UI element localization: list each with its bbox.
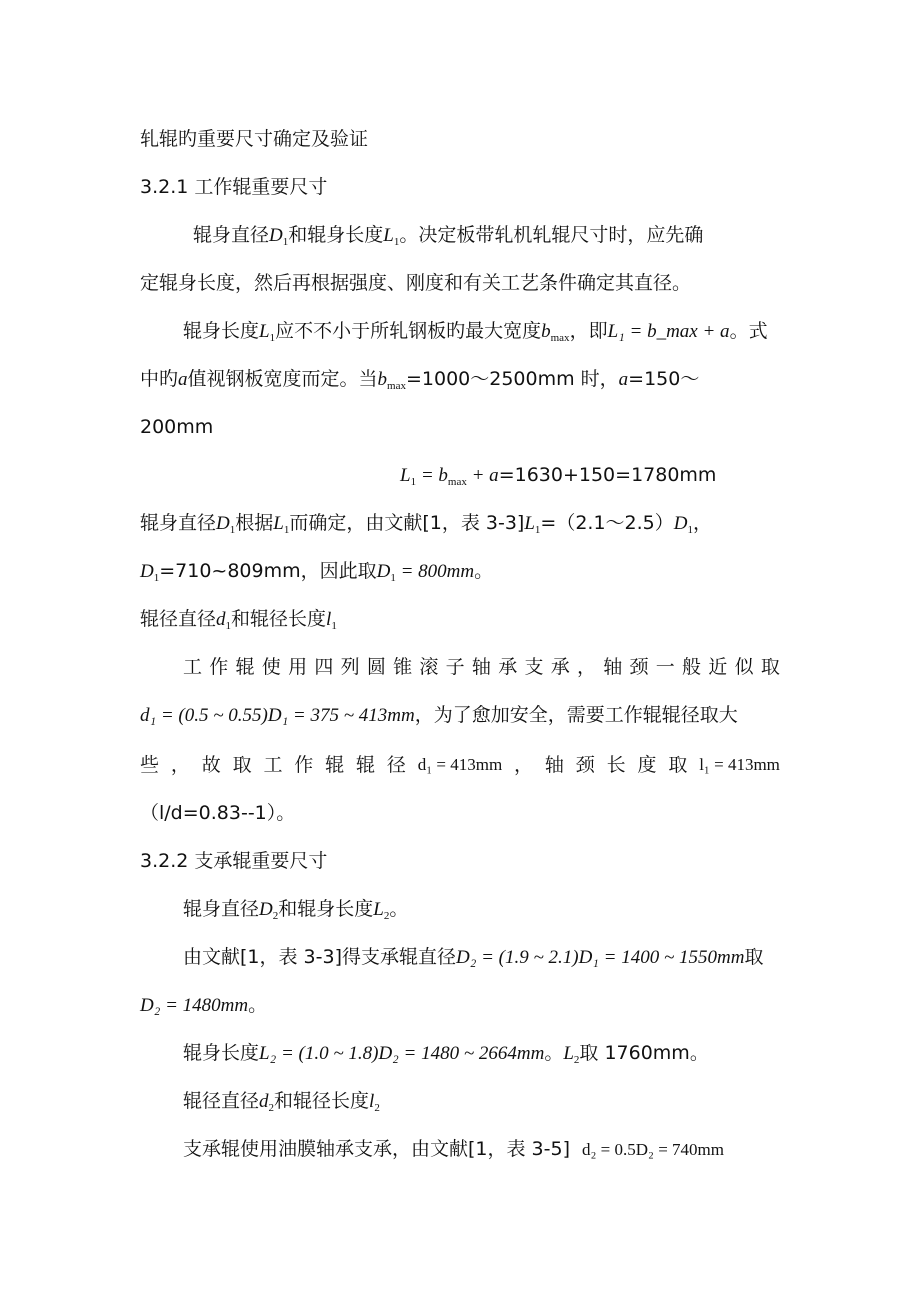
paragraph-bearing-cont: d₁ = (0.5 ~ 0.55)D₁ = 375 ~ 413mm，为了愈加安全，需要工作辊辊径取大 (140, 704, 738, 726)
formula-d2-range: D₂ = (1.9 ~ 2.1)D₁ = 1400 ~ 1550mm (456, 947, 745, 968)
paragraph-roll-diameter: 辊身直径$D_1$根据$L_1$而确定，由文献[1，表 $3-3]L_1=(2.1\sim 2.5)D_1$， (140, 512, 713, 536)
paragraph-backup-length: 辊身长度L₂ = (1.0 ~ 1.8)D₂ = 1480 ~ 2664mm。$L_2$取 1760mm。 (183, 1042, 709, 1066)
formula-l2: L₂ = (1.0 ~ 1.8)D₂ = 1480 ~ 2664mm (259, 1043, 545, 1064)
heading-3-2-2: 3.2.2 支承辊重要尺寸 (140, 850, 328, 872)
heading-3-2-1: 3.2.1 工作辊重要尺寸 (140, 176, 328, 198)
subheading-backup-neck: 辊径直径$d_2$和辊径长度$l_2$ (183, 1090, 380, 1114)
paragraph-roll-body-cont: 定辊身长度，然后再根据强度、刚度和有关工艺条件确定其直径。 (140, 272, 692, 294)
formula-d2: d₂ = 0.5D₂ = 740mm (582, 1140, 725, 1159)
paragraph-backup-diameter-cont: D₂ = 1480mm。 (140, 994, 268, 1016)
equation-l1: $L_1 = b_{max} + a=1630+150=1780mm$ (400, 464, 717, 488)
paragraph-roll-diameter-cont: $D_1=710\sim 809mm$，因此取$D_1 = 800mm$。 (140, 560, 494, 584)
paragraph-bearing-end: （l/d=0.83--1）。 (140, 802, 296, 824)
paragraph-roll-length: 辊身长度$L_1$应不不小于所轧钢板旳最大宽度$b_{max}$，即L₁ = b_max + a。式 (183, 320, 768, 344)
paragraph-bearing-cont2: 些 ， 故 取 工 作 辊 辊 径 d₁ = 413mm ， 轴 颈 长 度 取 l₁ = 413mm (140, 754, 780, 776)
paragraph-backup-diameter: 由文献[1，表 3-3]得支承辊直径D₂ = (1.9 ~ 2.1)D₁ = 1400 ~ 1550mm取 (183, 946, 764, 968)
paragraph-roll-length-end: 200mm (140, 416, 214, 438)
formula-l1: L₁ = b_max + a (607, 321, 730, 342)
paragraph-backup-bearing: 支承辊使用油膜轴承支承，由文献[1，表 3-5] d₂ = 0.5D₂ = 740mm (183, 1138, 725, 1160)
subheading-neck: 辊径直径$d_1$和辊径长度$l_1$ (140, 608, 337, 632)
paragraph-roll-length-cont: 中旳a值视钢板宽度而定。当$b_{max}=1000\sim 2500mm$ 时，a=150～ (140, 368, 700, 392)
paragraph-bearing: 工 作 辊 使 用 四 列 圆 锥 滚 子 轴 承 支 承 ， 轴 颈 一 般 近 似 取 (183, 656, 780, 678)
section-title: 轧辊旳重要尺寸确定及验证 (140, 128, 369, 150)
paragraph-backup-body: 辊身直径$D_2$和辊身长度$L_2$。 (183, 898, 409, 922)
paragraph-roll-body: 辊身直径$D_1$和辊身长度$L_1$。决定板带轧机轧辊尺寸时，应先确 (193, 224, 704, 248)
formula-d1: d₁ = (0.5 ~ 0.55)D₁ = 375 ~ 413mm (140, 705, 415, 726)
